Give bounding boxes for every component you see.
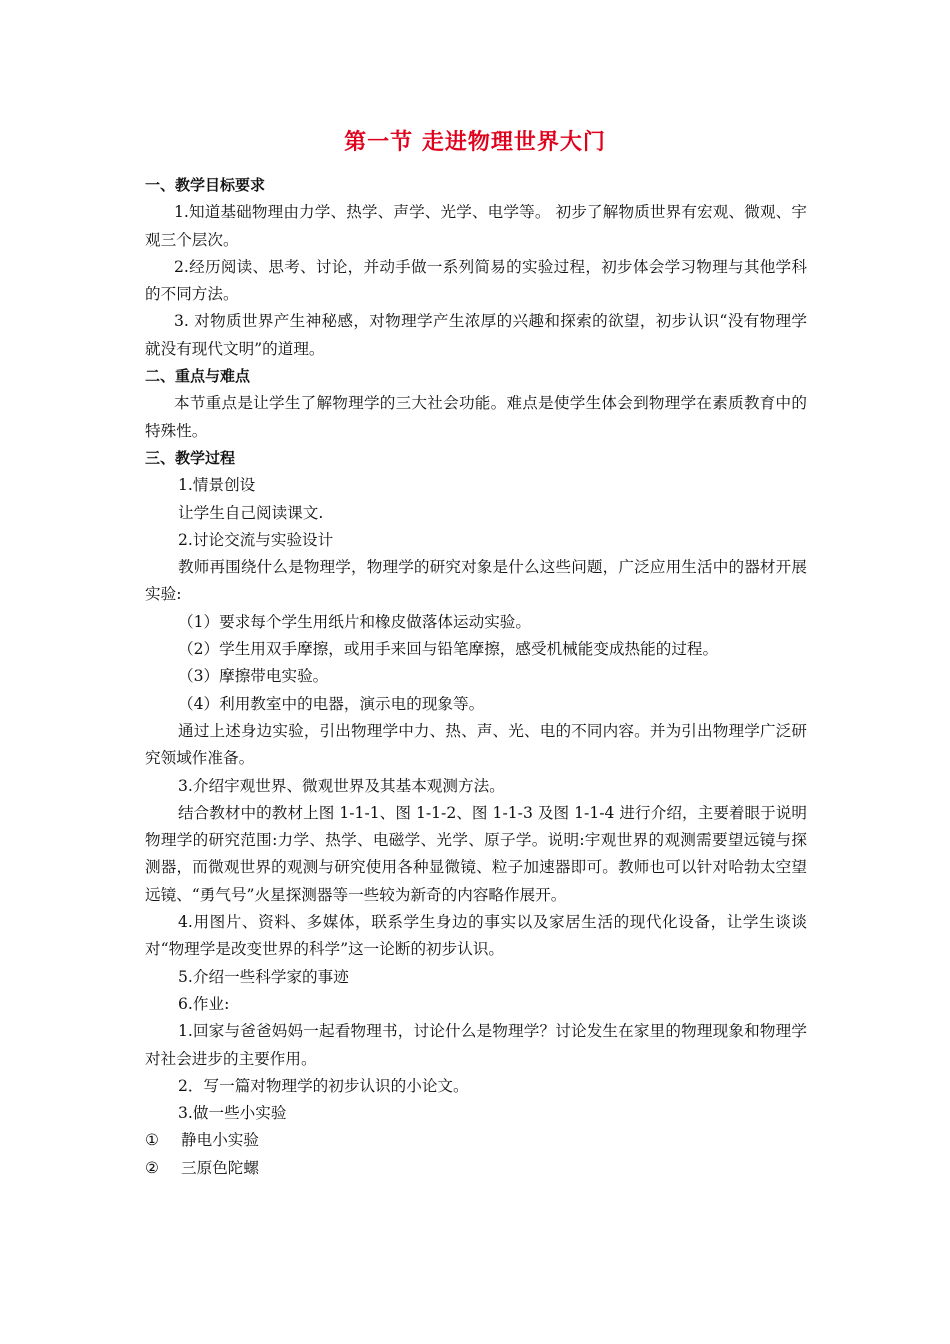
paragraph: 2.讨论交流与实验设计 [178, 530, 334, 549]
paragraph: 结合教材中的教材上图 1-1-1、图 1-1-2、图 1-1-3 及图 1-1-4 进行介绍，主要着眼于说明物理学的研究范围:力学、热学、电磁学、光学、原子学。说明:宇观世界的观测需要望远镜与探测器，而微观世界的观测与研究使用各种显微镜、粒子加速器即可。教师也可以针对哈勃太空望远镜、“勇气号”火星探测器等一些较为新奇的内容略作展开。 [145, 803, 807, 904]
paragraph: 5.介绍一些科学家的事迹 [178, 967, 349, 986]
paragraph: 教师再围绕什么是物理学，物理学的研究对象是什么这些问题，广泛应用生活中的器材开展实验: [145, 558, 807, 604]
section-heading-goals: 一、教学目标要求 [145, 176, 266, 194]
paragraph: 3.介绍宇观世界、微观世界及其基本观测方法。 [178, 776, 505, 795]
experiment-item: （1）要求每个学生用纸片和橡皮做落体运动实验。 [178, 612, 531, 631]
section-heading-process: 三、教学过程 [145, 448, 236, 467]
paragraph: 2.经历阅读、思考、讨论，并动手做一系列简易的实验过程，初步体会学习物理与其他学科的不同方法。 [145, 257, 807, 304]
section-heading-key-points: 二、重点与难点 [145, 367, 251, 386]
paragraph: 本节重点是让学生了解物理学的三大社会功能。难点是使学生体会到物理学在素质教育中的特殊性。 [145, 394, 807, 440]
circled-list-item [145, 1155, 807, 1182]
homework-item: 2．写一篇对物理学的初步认识的小论文。 [178, 1076, 469, 1095]
circled-item-text: 静电小实验 [181, 1131, 259, 1150]
document-body [145, 172, 807, 1182]
experiment-item: （3）摩擦带电实验。 [178, 667, 329, 686]
paragraph: 通过上述身边实验，引出物理学中力、热、声、光、电的不同内容。并为引出物理学广泛研究领域作准备。 [145, 721, 807, 768]
paragraph: 1.知道基础物理由力学、热学、声学、光学、电学等。 初步了解物质世界有宏观、微观、宇观三个层次。 [145, 203, 807, 249]
circled-item-text: 三原色陀螺 [181, 1158, 259, 1177]
experiment-item: （4）利用教室中的电器，演示电的现象等。 [178, 694, 485, 713]
homework-item: 1.回家与爸爸妈妈一起看物理书，讨论什么是物理学？讨论发生在家里的物理现象和物理学对社会进步的主要作用。 [145, 1022, 807, 1068]
paragraph: 3. 对物质世界产生神秘感，对物理学产生浓厚的兴趣和探索的欲望，初步认识“没有物理学就没有现代文明”的道理。 [145, 312, 807, 358]
experiment-item: （2）学生用双手摩擦，或用手来回与铅笔摩擦，感受机械能变成热能的过程。 [178, 640, 719, 659]
paragraph: 4.用图片、资料、多媒体，联系学生身边的事实以及家居生活的现代化设备，让学生谈谈对“物理学是改变世界的科学”这一论断的初步认识。 [145, 913, 807, 959]
paragraph: 6.作业: [178, 994, 230, 1013]
page-title: 第一节 走进物理世界大门 [344, 130, 606, 155]
circled-number: ① [145, 1131, 159, 1150]
paragraph: 让学生自己阅读课文. [178, 503, 324, 522]
circled-list-item [145, 1127, 807, 1154]
paragraph: 1.情景创设 [178, 476, 256, 495]
homework-item: 3.做一些小实验 [178, 1104, 287, 1123]
circled-number: ② [145, 1158, 159, 1177]
